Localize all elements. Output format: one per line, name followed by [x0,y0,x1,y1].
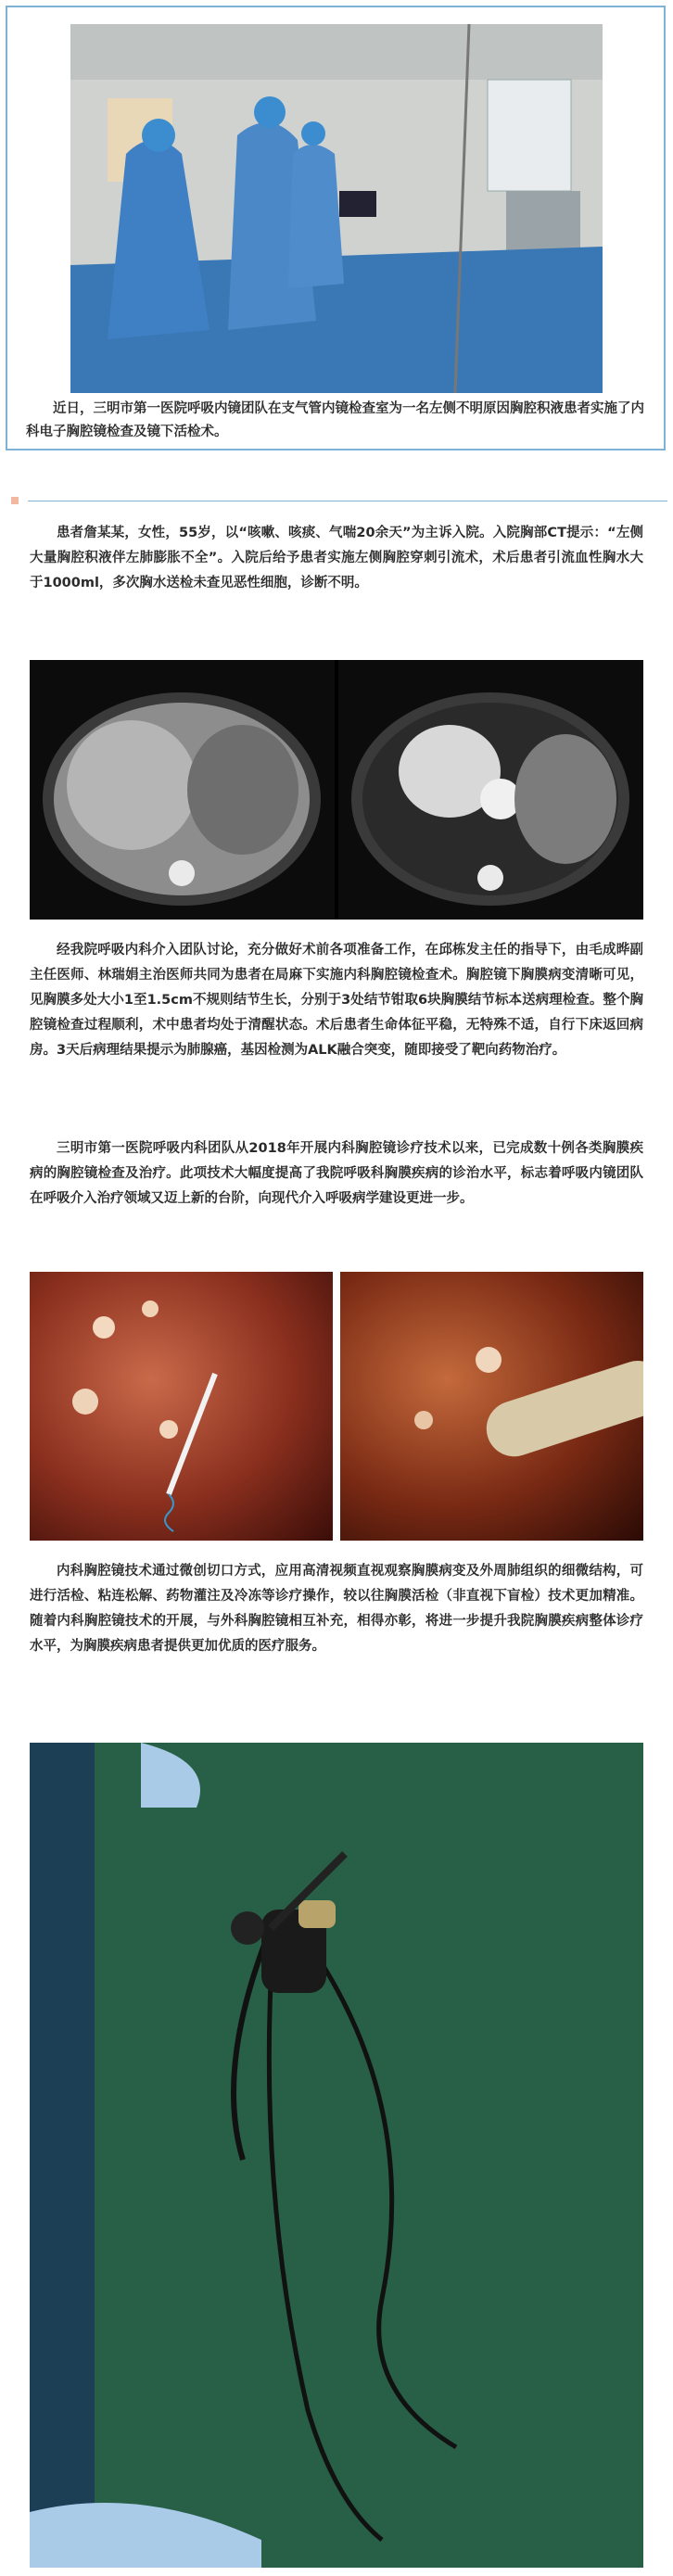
procedure-room-photo [70,24,603,393]
ct-scan-left [30,660,335,920]
thoracoscope-instrument-photo [30,1743,643,2568]
ct-scan-right-illustration [338,660,643,920]
thoracoscope-illustration [30,1743,643,2568]
ct-scan-images [30,660,643,920]
thoracoscopy-view-left [30,1272,333,1541]
hero-card [6,6,666,450]
paragraph-technique: 内科胸腔镜技术通过微创切口方式，应用高清视频直视观察胸膜病变及外周肺组织的细微结构，可进行活检、粘连松解、药物灌注及冷冻等诊疗操作，较以往胸膜活检（非直视下盲检）技术更加精准。随着内科胸腔镜技术的开展，与外科胸腔镜相互补充，相得亦彰，将进一步提升我院胸膜疾病整体诊疗水平，为胸膜疾病患者提供更加优质的医疗服务。 [30,1564,643,1654]
thoracoscopy-left-illustration [30,1272,333,1541]
procedure-room-illustration [70,24,603,393]
paragraph-procedure: 经我院呼吸内科介入团队讨论，充分做好术前各项准备工作，在邱栋发主任的指导下，由毛成晔副主任医师、林瑞娟主治医师共同为患者在局麻下实施内科胸腔镜检查术。胸腔镜下胸膜病变清晰可见，见胸膜多处大小1至1.5cm不规则结节生长，分别于3处结节钳取6块胸膜结节标本送病理检查。整个胸腔镜检查过程顺利，术中患者均处于清醒状态。术后患者生命体征平稳，无特殊不适，自行下床返回病房。3天后病理结果提示为肺腺癌，基因检测为ALK融合突变，随即接受了靶向药物治疗。 [30,943,643,1058]
thoracoscopy-view-right [340,1272,643,1541]
thoracoscopy-right-illustration [340,1272,643,1541]
section-marker [11,497,19,504]
ct-scan-left-illustration [30,660,335,920]
ct-scan-right [338,660,643,920]
hero-caption: 近日，三明市第一医院呼吸内镜团队在支气管内镜检查室为一名左侧不明原因胸腔积液患者实施了内科电子胸腔镜检查及镜下活检术。 [26,401,644,439]
paragraph-patient-history: 患者詹某某，女性，55岁，以“咳嗽、咳痰、气喘20余天”为主诉入院。入院胸部CT提示：“左侧大量胸腔积液伴左肺膨胀不全”。入院后给予患者实施左侧胸腔穿刺引流术，术后患者引流血性胸水大于1000ml，多次胸水送检未查见恶性细胞，诊断不明。 [30,526,643,590]
thoracoscopy-images [30,1272,643,1541]
paragraph-program-history: 三明市第一医院呼吸内科团队从2018年开展内科胸腔镜诊疗技术以来，已完成数十例各类胸膜疾病的胸腔镜检查及治疗。此项技术大幅度提高了我院呼吸科胸膜疾病的诊治水平，标志着呼吸内镜团队在呼吸介入治疗领域又迈上新的台阶，向现代介入呼吸病学建设更进一步。 [30,1141,643,1206]
